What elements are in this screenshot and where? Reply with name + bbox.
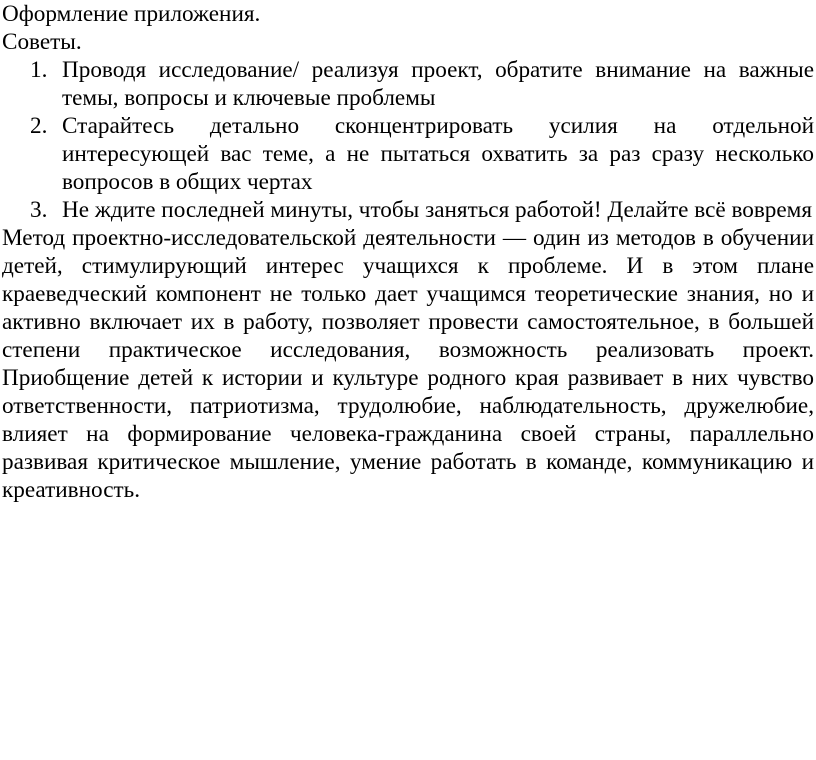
- list-item-number: 1.: [30, 57, 48, 83]
- list-item-text: Проводя исследование/ реализуя проект, обратите внимание на важные темы, вопросы и ключевые проблемы: [62, 57, 814, 111]
- list-item: [2, 112, 814, 196]
- body-paragraph: Метод проектно-исследовательской деятельности — один из методов в обучении детей, стимулирующий интерес учащихся к проблеме. И в этом плане краеведческий компонент не только дает учащимся теоретические знания, но и активно включает их в работу, позволяет провести самостоятельное, в большей степени практическое исследования, возможность реализовать проект. Приобщение детей к истории и культуре родного края развивает в них чувство ответственности, патриотизма, трудолюбие, наблюдательность, дружелюбие, влияет на формирование человека-гражданина своей страны, параллельно развивая критическое мышление, умение работать в команде, коммуникацию и креативность.: [2, 225, 814, 503]
- list-item-text: Не ждите последней минуты, чтобы заняться работой! Делайте всё вовремя: [62, 197, 813, 223]
- document-title: Оформление приложения.: [2, 1, 261, 27]
- document-subtitle: Советы.: [2, 29, 82, 55]
- list-item-number: 2.: [30, 113, 48, 139]
- tips-list: [2, 56, 814, 224]
- list-item: [2, 56, 814, 112]
- list-item-text: Старайтесь детально сконцентрировать усилия на отдельной интересующей вас теме, а не пытаться охватить за раз сразу несколько вопросов в общих чертах: [62, 113, 814, 195]
- list-item-number: 3.: [30, 197, 48, 223]
- list-item: [2, 196, 814, 224]
